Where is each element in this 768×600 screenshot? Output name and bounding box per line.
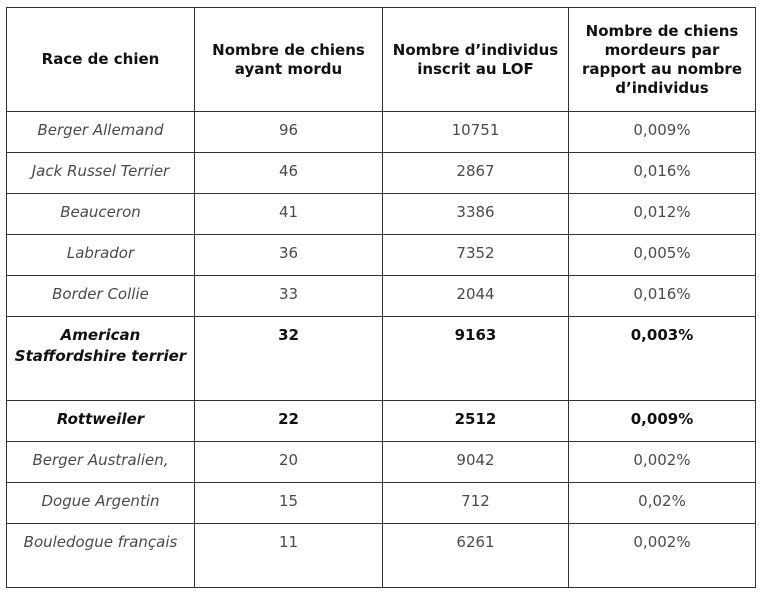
bitten-cell: 22 <box>195 401 383 442</box>
ratio-cell: 0,016% <box>569 276 756 317</box>
header-breed: Race de chien <box>7 8 195 112</box>
bitten-cell: 96 <box>195 112 383 153</box>
bitten-cell: 11 <box>195 524 383 588</box>
table-row-highlighted <box>7 317 756 401</box>
table-row <box>7 524 756 588</box>
bitten-cell: 33 <box>195 276 383 317</box>
table-header-row <box>7 8 756 112</box>
breed-cell: Beauceron <box>7 194 195 235</box>
breed-cell: Rottweiler <box>7 401 195 442</box>
lof-cell: 7352 <box>383 235 569 276</box>
lof-cell: 712 <box>383 483 569 524</box>
breed-cell: Bouledogue français <box>7 524 195 588</box>
ratio-cell: 0,02% <box>569 483 756 524</box>
breed-cell: Berger Allemand <box>7 112 195 153</box>
breed-cell: Dogue Argentin <box>7 483 195 524</box>
ratio-cell: 0,002% <box>569 442 756 483</box>
bitten-cell: 41 <box>195 194 383 235</box>
header-ratio: Nombre de chiens mordeurs par rapport au nombre d’individus <box>569 8 756 112</box>
table-row <box>7 483 756 524</box>
ratio-cell: 0,003% <box>569 317 756 401</box>
lof-cell: 6261 <box>383 524 569 588</box>
table-row <box>7 235 756 276</box>
bitten-cell: 20 <box>195 442 383 483</box>
lof-cell: 10751 <box>383 112 569 153</box>
ratio-cell: 0,016% <box>569 153 756 194</box>
table-row <box>7 276 756 317</box>
breed-cell: Jack Russel Terrier <box>7 153 195 194</box>
ratio-cell: 0,005% <box>569 235 756 276</box>
bitten-cell: 46 <box>195 153 383 194</box>
ratio-cell: 0,002% <box>569 524 756 588</box>
lof-cell: 9042 <box>383 442 569 483</box>
breed-cell: Border Collie <box>7 276 195 317</box>
lof-cell: 2867 <box>383 153 569 194</box>
lof-cell: 9163 <box>383 317 569 401</box>
breed-cell: Labrador <box>7 235 195 276</box>
bitten-cell: 32 <box>195 317 383 401</box>
ratio-cell: 0,009% <box>569 112 756 153</box>
lof-cell: 3386 <box>383 194 569 235</box>
lof-cell: 2512 <box>383 401 569 442</box>
breed-cell: American Staffordshire terrier <box>7 317 195 401</box>
table-row-highlighted <box>7 401 756 442</box>
table-row <box>7 442 756 483</box>
table-row <box>7 112 756 153</box>
breed-cell: Berger Australien, <box>7 442 195 483</box>
header-bitten: Nombre de chiens ayant mordu <box>195 8 383 112</box>
table-row <box>7 153 756 194</box>
header-lof: Nombre d’individus inscrit au LOF <box>383 8 569 112</box>
lof-cell: 2044 <box>383 276 569 317</box>
bitten-cell: 36 <box>195 235 383 276</box>
ratio-cell: 0,009% <box>569 401 756 442</box>
dog-bite-table <box>6 7 756 588</box>
ratio-cell: 0,012% <box>569 194 756 235</box>
bitten-cell: 15 <box>195 483 383 524</box>
table-row <box>7 194 756 235</box>
